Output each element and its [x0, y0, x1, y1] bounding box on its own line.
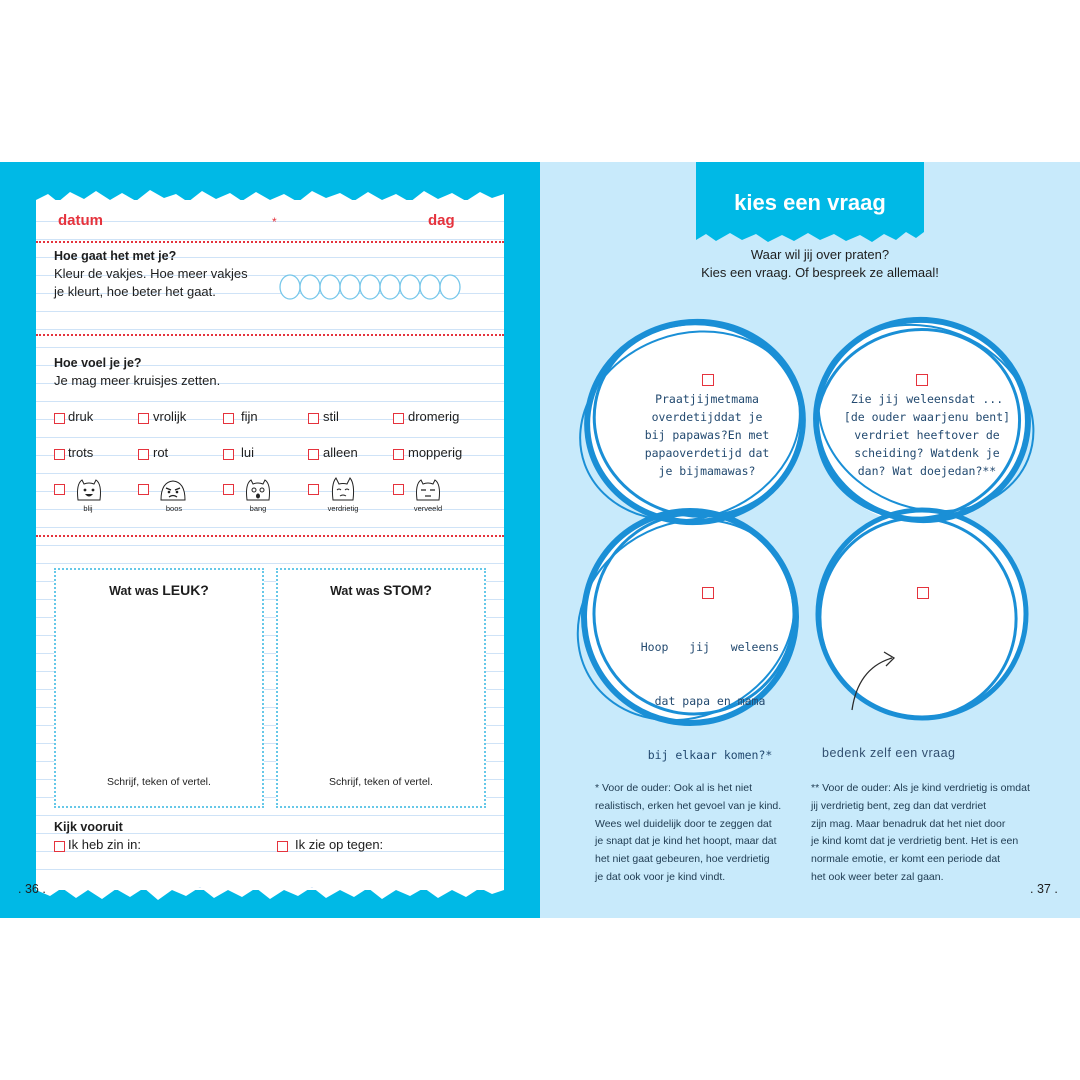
note-line: ** Voor de ouder: Als je kind verdrietig is omdat	[811, 782, 1030, 794]
dotted-divider	[36, 334, 504, 336]
question-1-line: bij papawas?En met	[644, 428, 770, 442]
header-asterisk: *	[272, 215, 277, 229]
day-label: dag	[428, 212, 455, 229]
bad-box[interactable]	[276, 568, 486, 808]
mood-stil: stil	[323, 409, 339, 424]
question-3-line: bij elkaar komen?*	[647, 748, 773, 762]
mood-alleen: alleen	[323, 445, 358, 460]
bad-box-hint: Schrijf, teken of vertel.	[329, 776, 433, 788]
bored-face-icon	[413, 476, 443, 502]
how-are-you-line1: Kleur de vakjes. Hoe meer vakjes	[54, 266, 248, 281]
mood-rot: rot	[153, 445, 169, 460]
book-spread	[0, 162, 1080, 918]
checkbox-look-forward[interactable]	[54, 841, 65, 852]
mood-mopperig: mopperig	[408, 445, 463, 460]
face-label-verdrietig: verdrietig	[327, 504, 359, 513]
checkbox-question-4[interactable]	[917, 587, 929, 599]
question-1-line: papaoverdetijd dat	[644, 446, 770, 460]
mood-dromerig: dromerig	[408, 409, 460, 424]
checkbox-bang[interactable]	[223, 484, 234, 495]
fun-box[interactable]	[54, 568, 264, 808]
mood-fijn: fijn	[241, 409, 258, 424]
intro-line2: Kies een vraag. Of bespreek ze allemaal!	[701, 265, 939, 280]
mood-vrolijk: vrolijk	[153, 409, 187, 424]
scared-face-icon	[243, 476, 273, 502]
checkbox-boos[interactable]	[138, 484, 149, 495]
dotted-divider	[36, 535, 504, 537]
intro-text	[630, 246, 1010, 282]
checkbox-alleen[interactable]	[308, 449, 319, 460]
note-line: normale emotie, er komt een periode dat	[811, 853, 1001, 866]
page-number-right: . 37 .	[1030, 882, 1058, 896]
checkbox-druk[interactable]	[54, 413, 65, 424]
face-label-bang: bang	[249, 504, 267, 513]
question-3-line: dat papa en mama	[654, 694, 766, 708]
checkbox-verdrietig[interactable]	[308, 484, 319, 495]
question-2-line: verdriet heeftover de	[854, 428, 1000, 442]
mood-trots: trots	[68, 445, 94, 460]
question-3-line: Hoop jij weleens	[640, 640, 780, 654]
checkbox-verveeld[interactable]	[393, 484, 404, 495]
happy-face-icon	[74, 476, 104, 502]
question-1	[632, 390, 782, 480]
question-circles	[540, 302, 1080, 772]
bad-box-highlight: STOM?	[383, 582, 432, 598]
note-line: het niet gaat gebeuren, hoe verdrietig	[595, 853, 770, 866]
dread-label: Ik zie op tegen:	[295, 837, 384, 852]
question-1-line: je bijmamawas?	[658, 464, 756, 478]
notebook-paper	[36, 200, 504, 890]
torn-edge-top	[36, 188, 504, 212]
bad-box-prefix: Wat was	[330, 584, 380, 598]
fun-box-highlight: LEUK?	[162, 582, 209, 598]
checkbox-blij[interactable]	[54, 484, 65, 495]
banner-title: kies een vraag	[734, 190, 886, 215]
own-question-label: bedenk zelf een vraag	[822, 746, 956, 760]
question-2-line: scheiding? Watdenk je	[854, 446, 1000, 460]
note-line: je snapt dat je kind het hoopt, maar dat	[595, 835, 777, 848]
question-2	[832, 390, 1022, 480]
note-line: je kind komt dat je verdrietig bent. Het is een	[811, 835, 1019, 848]
left-page	[0, 162, 540, 918]
question-3	[640, 602, 780, 800]
feelings-title: Hoe voel je je?	[54, 356, 142, 370]
note-line: zijn mag. Maar benadruk dat het niet door	[811, 817, 1006, 830]
checkbox-fijn[interactable]	[223, 413, 234, 424]
checkbox-rot[interactable]	[138, 449, 149, 460]
checkbox-trots[interactable]	[54, 449, 65, 460]
checkbox-dread[interactable]	[277, 841, 288, 852]
question-2-line: dan? Wat doejedan?**	[857, 464, 997, 478]
checkbox-vrolijk[interactable]	[138, 413, 149, 424]
question-2-line: Zie jij weleensdat ...	[850, 392, 1004, 406]
checkbox-question-1[interactable]	[702, 374, 714, 386]
face-label-verveeld: verveeld	[413, 504, 443, 513]
angry-face-icon	[158, 476, 188, 502]
note-line: Wees wel duidelijk door te zeggen dat	[595, 817, 772, 830]
note-line: jij verdrietig bent, zeg dan dat verdriet	[811, 799, 987, 812]
question-1-line: overdetijddat je	[651, 410, 763, 424]
mood-lui: lui	[241, 445, 255, 460]
how-are-you-title: Hoe gaat het met je?	[54, 249, 177, 263]
note-line: je dat ook voor je kind vindt.	[595, 870, 726, 883]
page-number-left: . 36 .	[18, 882, 46, 896]
look-ahead-title: Kijk vooruit	[54, 820, 123, 834]
question-1-line: Praatjijmetmama	[655, 392, 759, 406]
note-line: het ook weer beter zal gaan.	[811, 870, 944, 883]
rating-boxes[interactable]	[278, 272, 464, 302]
sad-face-icon	[328, 476, 358, 502]
question-2-line: [de ouder waarjenu bent]	[843, 410, 1011, 424]
parent-note-1	[595, 780, 795, 887]
fun-box-prefix: Wat was	[109, 584, 159, 598]
note-line: * Voor de ouder: Ook al is het niet	[595, 782, 753, 794]
mood-druk: druk	[68, 409, 94, 424]
checkbox-question-2[interactable]	[916, 374, 928, 386]
fun-box-hint: Schrijf, teken of vertel.	[107, 776, 211, 788]
note-line: realistisch, erken het gevoel van je kind.	[595, 799, 782, 812]
right-page	[540, 162, 1080, 918]
feelings-subtitle: Je mag meer kruisjes zetten.	[54, 373, 221, 388]
date-label: datum	[58, 212, 103, 229]
dotted-divider	[36, 241, 504, 243]
face-label-blij: blij	[83, 504, 93, 513]
checkbox-mopperig[interactable]	[393, 449, 404, 460]
look-forward-label: Ik heb zin in:	[68, 837, 141, 852]
how-are-you-line2: je kleurt, hoe beter het gaat.	[54, 284, 216, 299]
face-label-boos: boos	[165, 504, 183, 513]
checkbox-question-3[interactable]	[702, 587, 714, 599]
parent-note-2	[811, 780, 1051, 887]
checkbox-lui[interactable]	[223, 449, 234, 460]
intro-line1: Waar wil jij over praten?	[750, 247, 890, 262]
checkbox-dromerig[interactable]	[393, 413, 404, 424]
torn-edge-bottom	[36, 878, 504, 902]
checkbox-stil[interactable]	[308, 413, 319, 424]
